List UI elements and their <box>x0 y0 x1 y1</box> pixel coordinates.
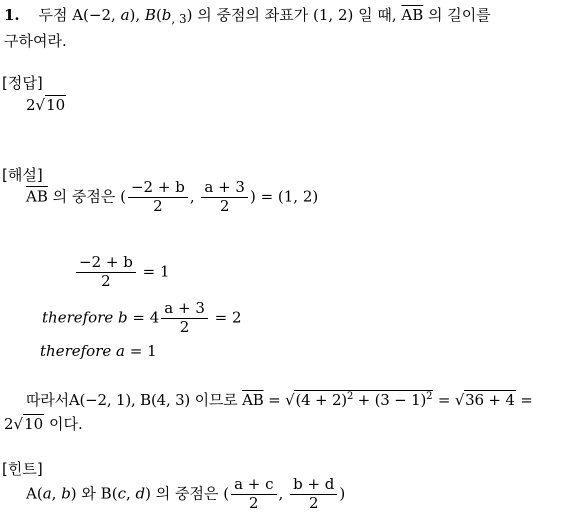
sqrt-expression: √36 + 4 <box>454 391 515 409</box>
therefore-a: therefore a <box>40 342 125 360</box>
sqrt-symbol: √10 <box>35 96 66 114</box>
hint-header: [힌트] <box>2 460 43 478</box>
fraction: $\frac{a + c}{2}$ <box>231 477 276 512</box>
equation-1 <box>74 255 170 290</box>
problem-line-2: 구하여라. <box>4 32 67 50</box>
var-b: b <box>161 6 172 24</box>
sqrt-symbol: √10 <box>13 415 44 433</box>
explanation-midpoint-line: $\overline{AB}$ 의 중점은 ( $\frac{-2 + b}{2}$ , $\frac{a + 3}{2}$ ) = (1, 2) <box>26 178 319 215</box>
fraction: $\frac{-2 + b}{2}$ <box>76 255 136 290</box>
var-a: a <box>120 6 130 24</box>
equation-3: therefore a = 1 <box>40 342 157 360</box>
conclusion-text: 따라서A(−2, 1), B(4, 3) 이므로 <box>26 391 243 409</box>
hint-line: A(a, b) 와 B(c, d) 의 중점은 ( $\frac{a + c}{2}$ , $\frac{b + d}{2}$ ) <box>26 475 346 512</box>
problem-coord-x: −2, <box>88 6 116 24</box>
answer-value <box>26 96 66 114</box>
therefore-b: therefore b <box>42 308 128 327</box>
conclusion-line-2: 2√10 이다. <box>4 415 83 433</box>
problem-coord-3: , 3 <box>171 12 187 26</box>
problem-text-1: 두점 A( <box>38 6 89 24</box>
answer-radicand: 10 <box>46 96 66 114</box>
fraction: $\frac{-2 + b}{2}$ <box>128 180 188 215</box>
fraction: $\frac{a + 3}{2}$ <box>201 180 248 215</box>
sqrt-expression: $√(4 + 2)^2 + (3 - 1)^2$ <box>285 391 433 409</box>
problem-text-2: ), <box>129 6 145 24</box>
problem-line-1: 1. 두점 A(−2, a), $B(b_{, 3})$ 의 중점의 좌표가 (1, 2) 일 때, $\overline{AB}$ 의 길이를 <box>4 6 491 26</box>
problem-text-3: ) 의 중점의 좌표가 (1, 2) 일 때, <box>186 6 402 24</box>
midpoint-text: 의 중점은 ( <box>47 187 126 206</box>
equation-2: therefore b = 4 $\frac{a + 3}{2}$ = 2 <box>42 299 242 336</box>
equation-2-rhs: = 2 <box>214 308 242 327</box>
problem-text-4: 의 길이를 <box>423 6 491 24</box>
answer-header: [정답] <box>2 74 43 92</box>
conclusion-line-1: 따라서A(−2, 1), B(4, 3) 이므로 $\overline{AB} = √(4 + 2)^2 + (3 - 1)^2 = √36 + 4$ = <box>26 391 533 409</box>
answer-coef: 2 <box>26 96 36 114</box>
fraction: $\frac{b + d}{2}$ <box>290 477 337 512</box>
segment-AB: $\overline{AB}$ <box>26 187 48 206</box>
equation-1-rhs: = 1 <box>142 262 170 281</box>
explanation-header: [해설] <box>2 166 43 184</box>
point-B: B <box>144 6 156 24</box>
midpoint-result: ) = (1, 2) <box>249 187 319 206</box>
problem-number: 1. <box>4 6 20 24</box>
segment-AB: $\overline{AB}$ <box>242 391 264 409</box>
segment-AB: $\overline{AB}$ <box>401 6 424 24</box>
fraction: $\frac{a + 3}{2}$ <box>161 301 208 336</box>
